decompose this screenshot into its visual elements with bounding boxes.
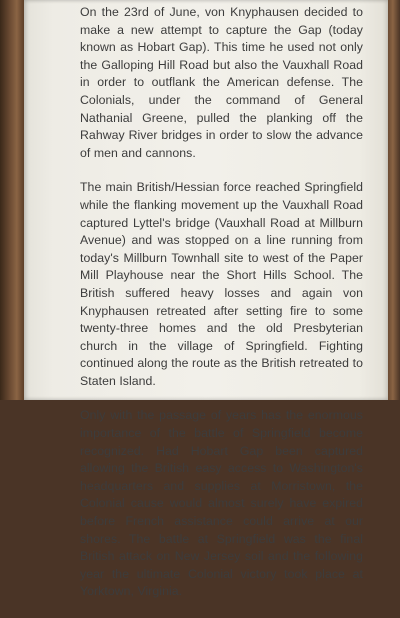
- document-body: [80, 4, 363, 618]
- frame-right-edge: [388, 0, 400, 400]
- paragraph-3: Only with the passage of years has the enormous importance of the battle of Springfield become recognized. Had Hobart Gap been captured allowing the British easy access to Washington's headquarters and supplies at Morristown, the Colonial cause would almost surely have expired before French assistance could arrive at our shores. The battle at Springfield was the final British attack on New Jersey soil and the following year the ultimate Colonial victory took place at Yorktown, Virginia.: [80, 408, 363, 599]
- paragraph-1: On the 23rd of June, von Knyphausen decided to make a new attempt to capture the Gap (today known as Hobart Gap). This time he used not only the Galloping Hill Road but also the Vauxhall Road in order to outflank the American defense. The Colonials, under the command of General Nathanial Greene, pulled the planking off the Rahway River bridges in order to slow the advance of men and cannons.: [80, 5, 363, 160]
- document-page: [24, 0, 388, 599]
- paragraph-2: The main British/Hessian force reached Springfield while the flanking movement up the Vauxhall Road captured Lyttel's bridge (Vauxhall Road at Millburn Avenue) and was stopped on a line running from today's Millburn Townhall site to west of the Paper Mill Playhouse near the Short Hills School. The British suffered heavy losses and again von Knyphausen retreated after setting fire to some twenty-three homes and the old Presbyterian church in the village of Springfield. Fighting continued along the route as the British retreated to Staten Island.: [80, 180, 363, 388]
- frame-left-edge: [0, 0, 24, 400]
